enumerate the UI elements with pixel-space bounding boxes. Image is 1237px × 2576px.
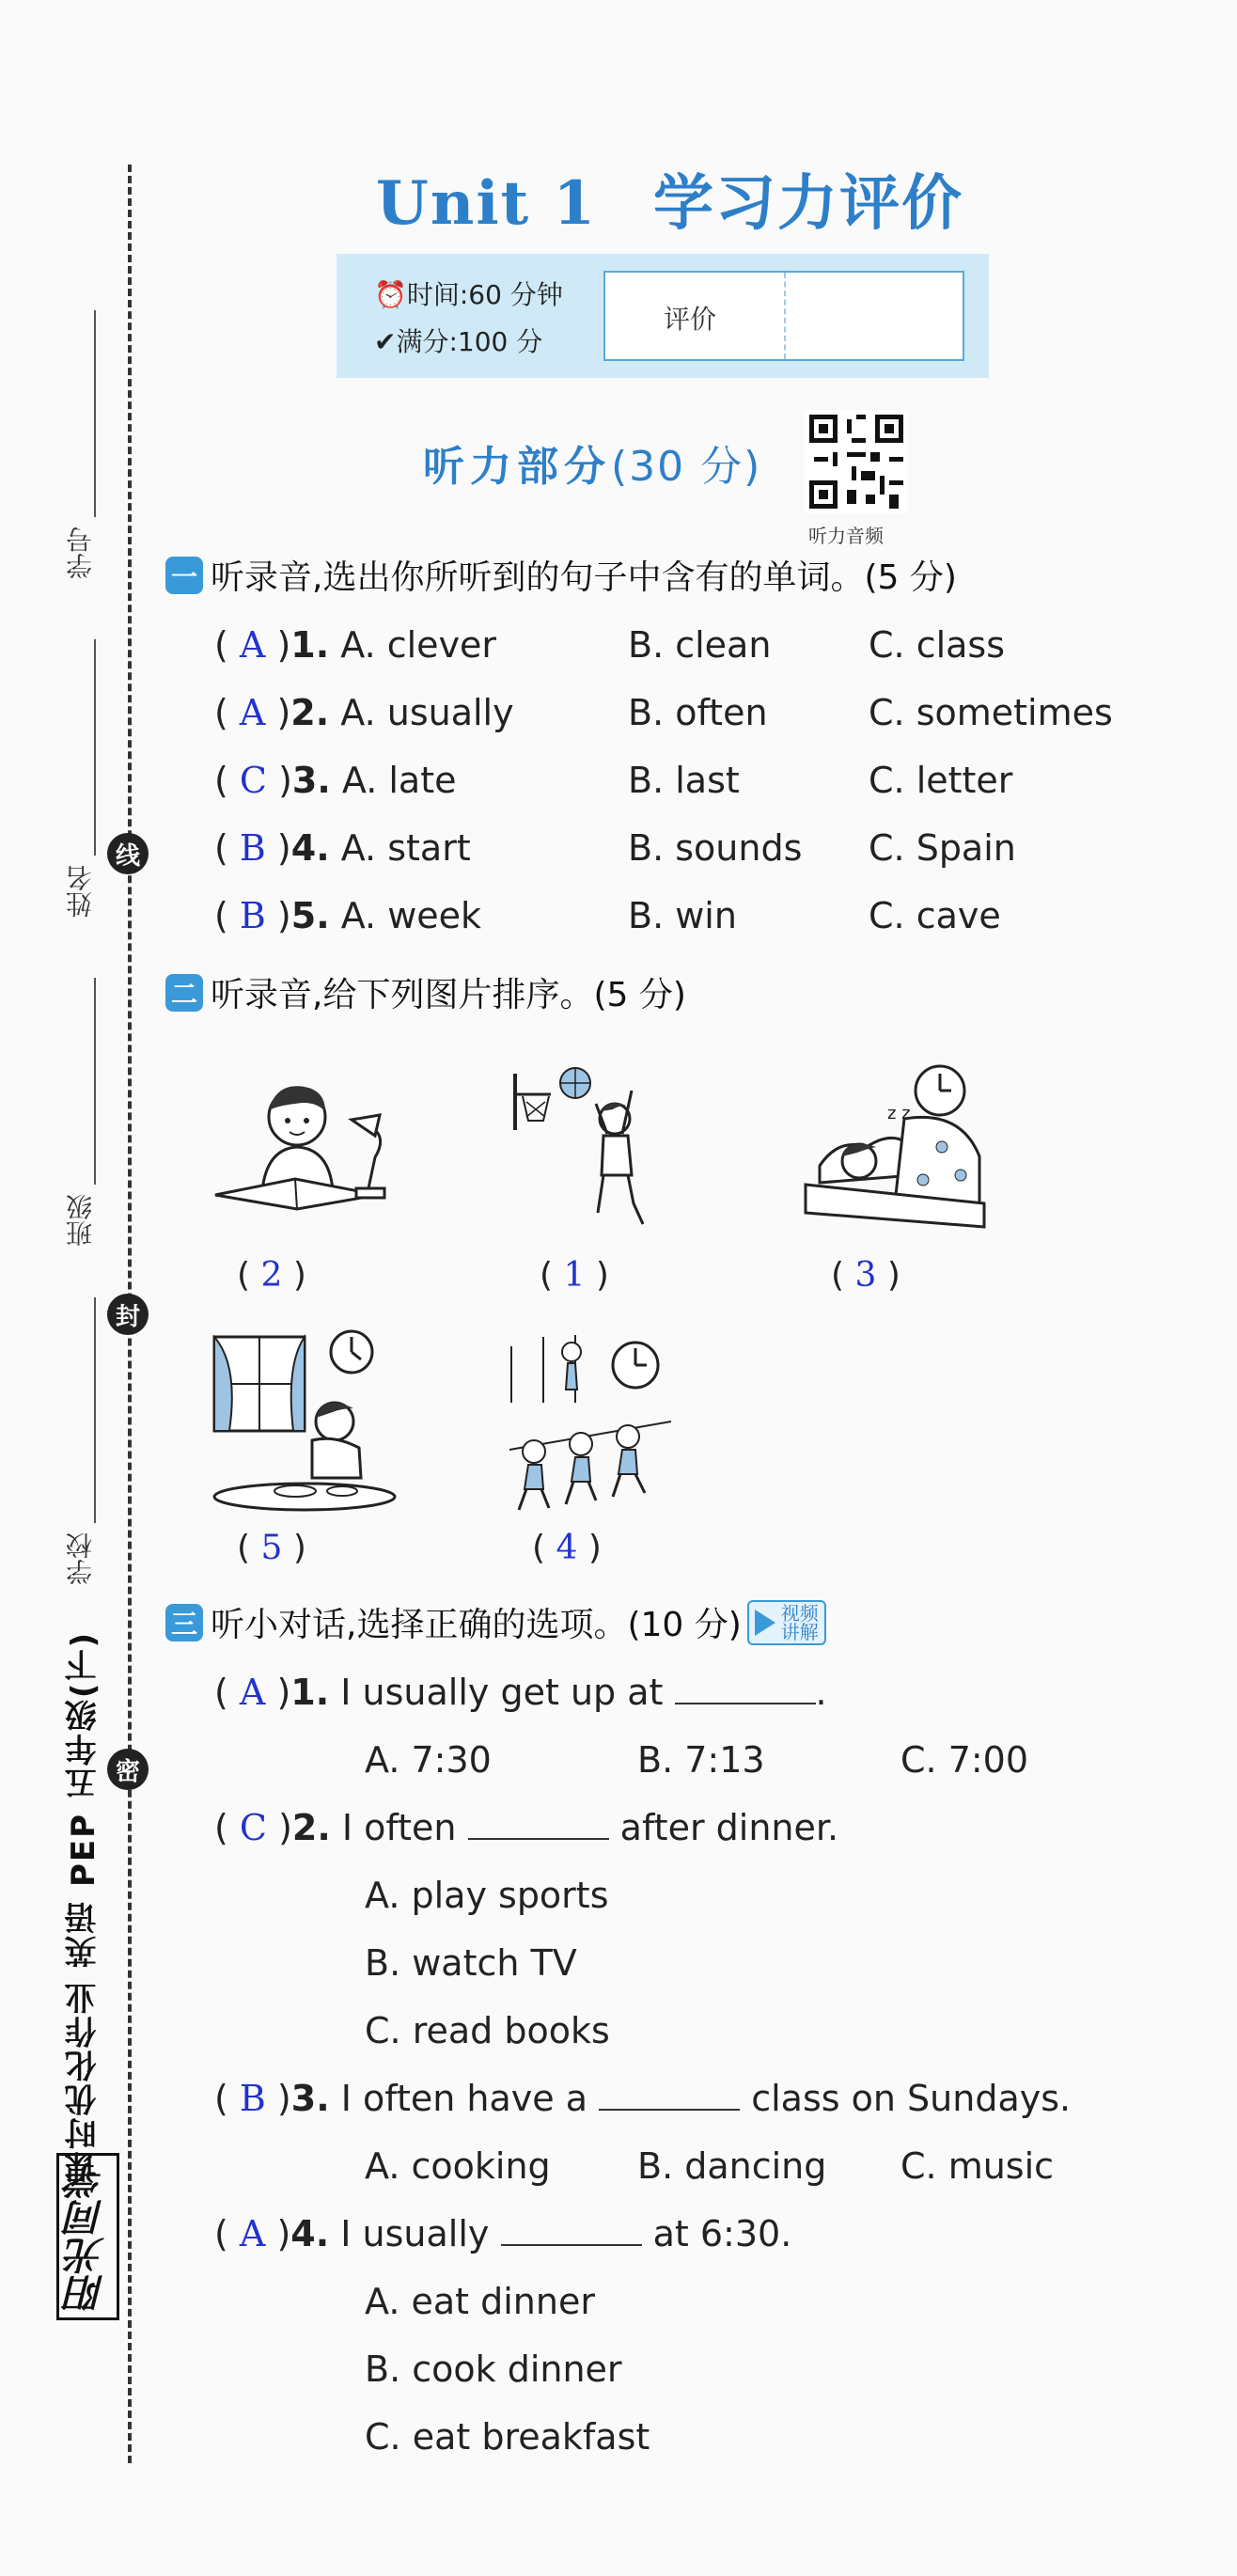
part2-icon: 二	[165, 974, 203, 1012]
part1-icon: 一	[165, 557, 203, 594]
option-a: A. cooking	[365, 2145, 551, 2187]
option-c: C. letter	[869, 760, 1013, 801]
part1-question-5: ( B )5. A. week	[214, 895, 482, 936]
part1-question-4: ( B )4. A. start	[214, 827, 471, 869]
option-c: C. class	[869, 624, 1006, 666]
answer[interactable]: A	[239, 1672, 266, 1713]
answer[interactable]: C	[239, 760, 267, 801]
option-b: B. dancing	[637, 2145, 827, 2187]
listening-heading: 听力部分(30 分)	[423, 443, 762, 491]
part1-heading	[165, 551, 957, 599]
girl-eating-breakfast-icon	[211, 1327, 399, 1516]
book-title: 课时优化作业 英语 PEP 五年级(下)	[65, 1631, 102, 2184]
answer[interactable]: A	[239, 692, 266, 733]
picture-5-order: ( 4 )	[532, 1529, 602, 1567]
check-icon: ✔	[374, 326, 397, 357]
option-b: B. 7:13	[637, 1739, 765, 1781]
part2-heading	[165, 968, 686, 1016]
score-row: ✔满分:100 分	[374, 326, 543, 357]
option-b: B. sounds	[628, 827, 803, 869]
answer-blank[interactable]	[468, 1810, 609, 1840]
play-icon	[755, 1610, 775, 1636]
close-mark: 密	[107, 1749, 149, 1790]
option-b: B. cook dinner	[365, 2348, 622, 2390]
option-c: C. read books	[365, 2010, 610, 2051]
option-b: B. often	[628, 692, 768, 733]
class-label: 班级	[65, 1194, 96, 1247]
divider	[784, 273, 786, 359]
option-a: A. play sports	[365, 1875, 609, 1916]
video-explain-button[interactable]: 视频 讲解	[747, 1600, 826, 1645]
option-c: C. 7:00	[900, 1739, 1029, 1781]
answer[interactable]: B	[239, 2078, 266, 2119]
picture-4-order: ( 5 )	[237, 1529, 306, 1567]
boy-writing-homework-icon	[211, 1068, 399, 1228]
student-id-line	[94, 310, 96, 517]
part1-question-3: ( C )3. A. late	[214, 760, 457, 801]
class-line	[94, 978, 96, 1185]
school-label: 学校	[65, 1532, 96, 1585]
title-label: 学习力评价	[653, 169, 964, 239]
evaluation-box[interactable]	[603, 271, 964, 361]
unit-label: Unit 1	[376, 168, 598, 239]
option-c: C. sometimes	[869, 692, 1113, 733]
part3-question-3: ( B )3. I often have a class on Sundays.	[214, 2078, 1072, 2119]
name-line	[94, 639, 96, 856]
answer[interactable]: C	[239, 1807, 267, 1848]
answer-blank[interactable]	[675, 1674, 816, 1704]
part1-instruction: 听录音,选出你所听到的句子中含有的单词。(5 分)	[211, 558, 957, 597]
student-id-label: 学号	[65, 526, 96, 579]
girl-sleeping-icon	[801, 1062, 989, 1241]
svg-text:z z: z z	[887, 1104, 911, 1123]
part3-heading	[165, 1598, 826, 1646]
answer[interactable]: B	[239, 895, 266, 936]
part1-question-2: ( A )2. A. usually	[214, 692, 514, 733]
part2-instruction: 听录音,给下列图片排序。(5 分)	[211, 976, 686, 1014]
picture-2-order: ( 1 )	[540, 1256, 609, 1295]
option-c: C. Spain	[869, 827, 1016, 869]
answer-blank[interactable]	[501, 2216, 642, 2246]
school-line	[94, 1297, 96, 1523]
picture-1-order: ( 2 )	[237, 1256, 306, 1295]
option-c: C. music	[900, 2145, 1055, 2187]
qr-code-icon[interactable]	[805, 410, 908, 513]
qr-label: 听力音频	[808, 525, 884, 547]
option-c: C. eat breakfast	[365, 2416, 650, 2458]
time-row: ⏰时间:60 分钟	[374, 279, 563, 310]
evaluation-label: 评价	[664, 304, 717, 335]
part3-question-4: ( A )4. I usually at 6:30.	[214, 2213, 792, 2254]
page-title	[376, 155, 963, 242]
option-c: C. cave	[869, 895, 1001, 936]
name-label: 姓名	[65, 865, 96, 918]
answer[interactable]: B	[239, 827, 266, 869]
part3-question-2: ( C )2. I often after dinner.	[214, 1807, 839, 1848]
answer[interactable]: A	[239, 624, 266, 666]
part1-question-1: ( A )1. A. clever	[214, 624, 497, 666]
part3-instruction: 听小对话,选择正确的选项。(10 分)	[211, 1606, 742, 1644]
answer[interactable]: A	[239, 2213, 266, 2254]
option-a: A. 7:30	[365, 1739, 492, 1781]
line-mark: 线	[107, 833, 149, 874]
part3-question-1: ( A )1. I usually get up at .	[214, 1672, 827, 1713]
option-b: B. last	[628, 760, 740, 801]
picture-3-order: ( 3 )	[831, 1256, 900, 1295]
clock-icon: ⏰	[374, 279, 407, 310]
option-b: B. clean	[628, 624, 772, 666]
part3-icon: 三	[165, 1604, 203, 1641]
option-b: B. watch TV	[365, 1942, 577, 1984]
option-b: B. win	[628, 895, 737, 936]
boy-playing-basketball-icon	[511, 1062, 662, 1232]
brand-logo: 阳光同学	[56, 2153, 119, 2320]
seal-mark: 封	[107, 1294, 149, 1335]
children-running-icon	[506, 1327, 675, 1516]
info-box	[337, 254, 989, 378]
option-a: A. eat dinner	[365, 2281, 595, 2322]
answer-blank[interactable]	[599, 2081, 740, 2111]
